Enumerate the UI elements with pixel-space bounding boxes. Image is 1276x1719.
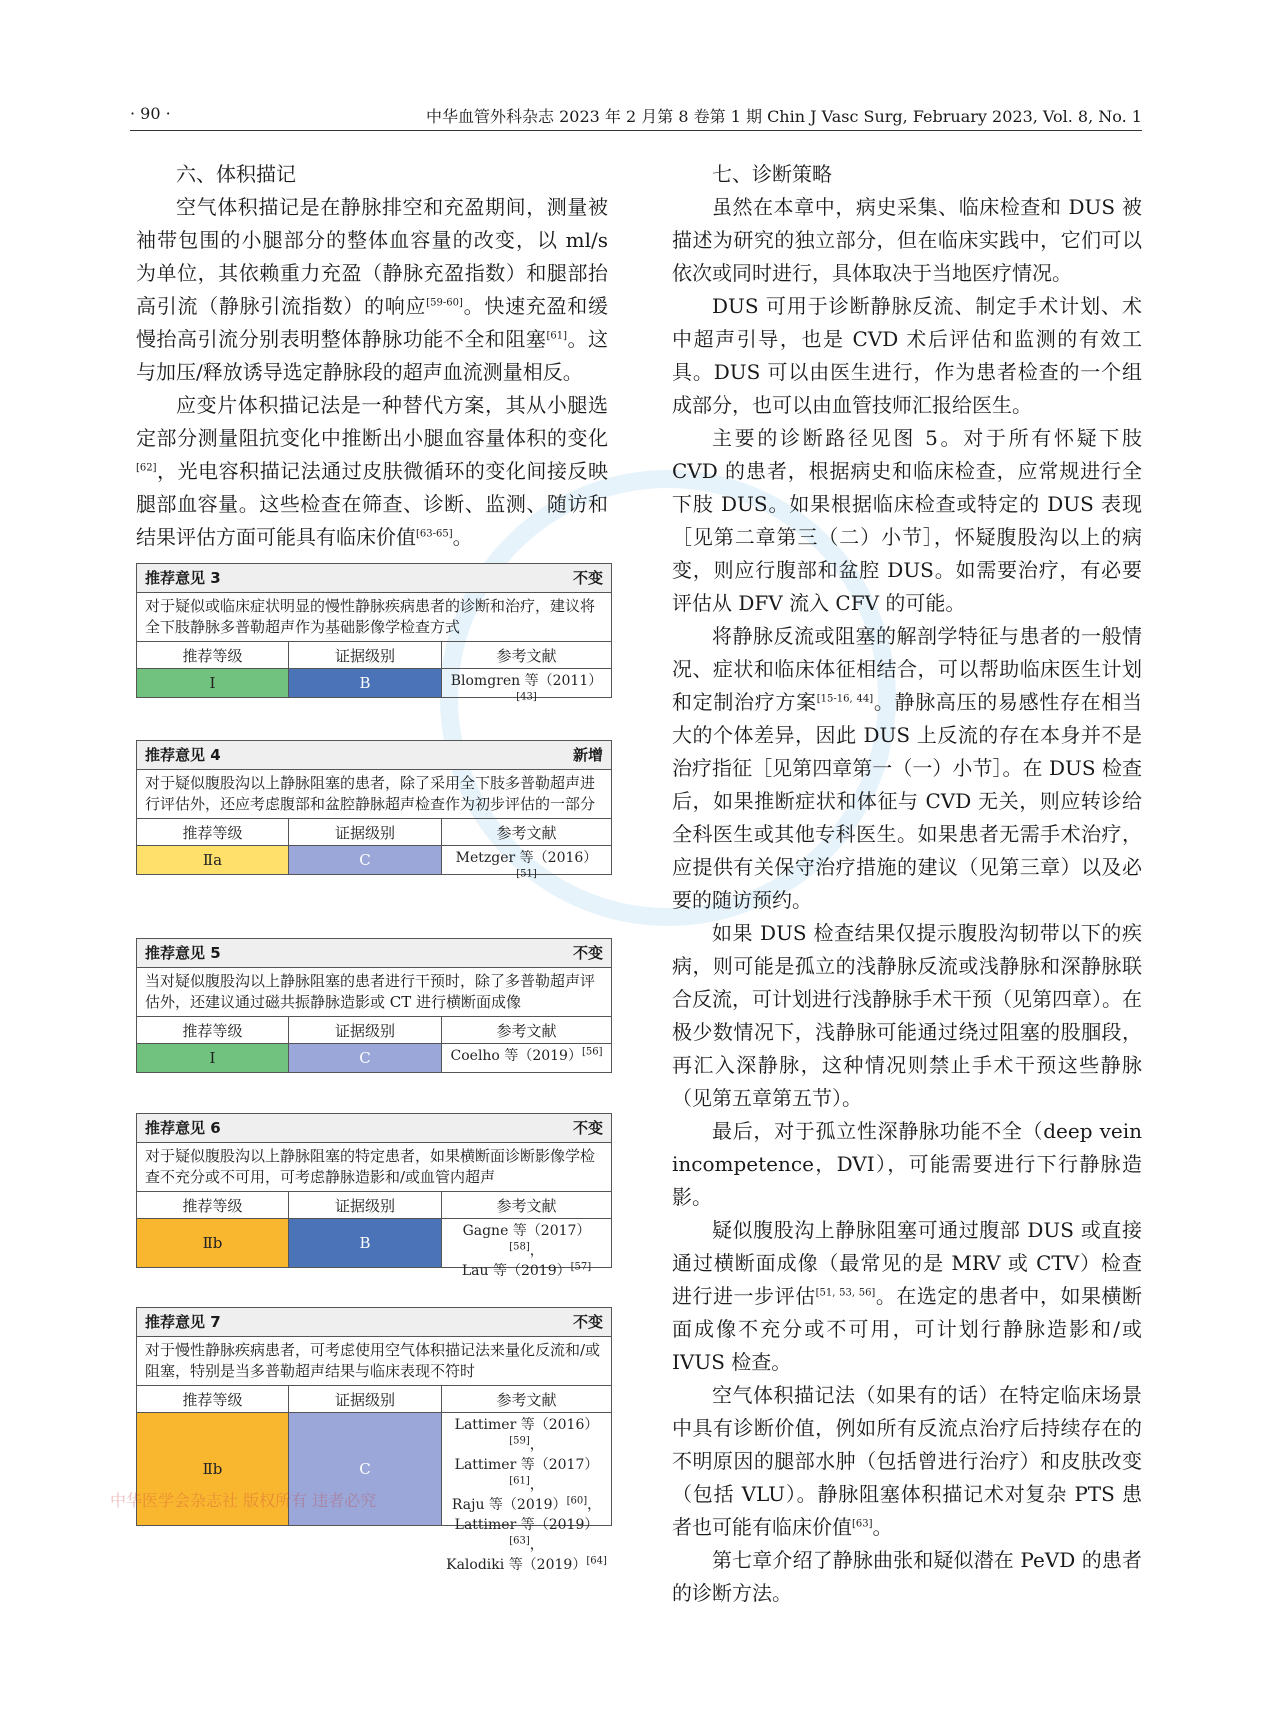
journal-info: 中华血管外科杂志 2023 年 2 月第 8 卷第 1 期 Chin J Vasc Surg, February 2023, Vol. 8, No. 1 [426, 107, 1142, 126]
rec-header: 推荐意见 7 不变 [137, 1308, 611, 1337]
rec-values [137, 1218, 611, 1279]
rec-text: 当对疑似腹股沟以上静脉阻塞的患者进行干预时，除了多普勒超声评估外，还建议通过磁共振静脉造影或 CT 进行横断面成像 [145, 972, 596, 1011]
paragraph: 疑似腹股沟上静脉阻塞可通过腹部 DUS 或直接通过横断面成像（最常见的是 MRV 或 CTV）检查进行进一步评估[51, 53, 56]。在选定的患者中，如果横断面成像不充分或不可用，可计划行静脉造影和/或 IVUS 检查。 [672, 1218, 1143, 1374]
recommendation-box-6 [136, 1113, 612, 1279]
paragraph: DUS 可用于诊断静脉反流、制定手术计划、术中超声引导，也是 CVD 术后评估和监测的有效工具。DUS 可以由医生进行，作为患者检查的一个组成部分，也可以由血管技师汇报给医生。 [672, 294, 1142, 417]
refs-cell: Gagne 等（2017）[58]， Lau 等（2019）[57] [461, 1223, 592, 1279]
evidence-cell: B [289, 1219, 442, 1267]
paragraph: 如果 DUS 检查结果仅提示腹股沟韧带以下的疾病，则可能是孤立的浅静脉反流或浅静脉和深静脉联合反流，可计划进行浅静脉手术干预（见第四章）。在极少数情况下，浅静脉可能通过绕过阻塞的股腘段，再汇入深静脉，这种情况则禁止手术干预这些静脉（见第五章第五节）。 [672, 921, 1142, 1110]
rec-labels: 推荐等级 证据级别 参考文献 [137, 818, 611, 845]
rec-labels: 推荐等级 证据级别 参考文献 [137, 641, 611, 668]
refs-cell: Blomgren 等（2011）[43] [450, 673, 603, 703]
grade-cell: Ⅱb [137, 1219, 289, 1267]
left-column [136, 158, 608, 554]
rec-values [137, 1043, 611, 1072]
paragraph: 应变片体积描记法是一种替代方案，其从小腿选定部分测量阻抗变化中推断出小腿血容量体积的变化[62]，光电容积描记法通过皮肤微循环的变化间接反映腿部血容量。这些检查在筛查、诊断、监测、随访和结果评估方面可能具有临床价值[63-65]。 [136, 393, 608, 549]
paragraph: 最后，对于孤立性深静脉功能不全（deep vein incompetence，DVI），可能需要进行下行静脉造影。 [672, 1119, 1142, 1209]
grade-cell: Ⅱa [137, 846, 289, 874]
rec-values [137, 845, 611, 880]
refs-cell: Coelho 等（2019）[56] [450, 1046, 603, 1064]
rec-header: 推荐意见 6 不变 [137, 1114, 611, 1143]
rec-text: 对于疑似腹股沟以上静脉阻塞的患者，除了采用全下肢多普勒超声进行评估外，还应考虑腹部和盆腔静脉超声检查作为初步评估的一部分 [145, 774, 596, 813]
recommendation-box-5 [136, 938, 612, 1073]
grade-cell: Ⅰ [137, 1044, 289, 1072]
section-title-7: 七、诊断策略 [712, 162, 832, 186]
evidence-cell: C [289, 1044, 442, 1072]
publisher-watermark: 中华医学会杂志社 版权所有 违者必究 [110, 1491, 377, 1510]
refs-cell: Metzger 等（2016）[51] [455, 850, 598, 880]
page-header [130, 100, 1142, 131]
evidence-cell: C [289, 846, 442, 874]
grade-cell: Ⅱb [137, 1413, 289, 1525]
rec-text: 对于疑似或临床症状明显的慢性静脉疾病患者的诊断和治疗，建议将全下肢静脉多普勒超声作为基础影像学检查方式 [145, 597, 596, 636]
rec-labels: 推荐等级 证据级别 参考文献 [137, 1191, 611, 1218]
right-column [672, 158, 1142, 1610]
grade-cell: Ⅰ [137, 669, 289, 697]
rec-text: 对于疑似腹股沟以上静脉阻塞的特定患者，如果横断面诊断影像学检查不充分或不可用，可考虑静脉造影和/或血管内超声 [145, 1147, 596, 1186]
rec-header: 推荐意见 3 不变 [137, 564, 611, 593]
recommendation-box-4 [136, 740, 612, 880]
rec-text: 对于慢性静脉疾病患者，可考虑使用空气体积描记法来量化反流和/或阻塞，特别是当多普勒超声结果与临床表现不符时 [145, 1341, 601, 1380]
rec-labels: 推荐等级 证据级别 参考文献 [137, 1016, 611, 1043]
evidence-cell: C [289, 1413, 442, 1525]
rec-values [137, 668, 611, 703]
rec-header: 推荐意见 5 不变 [137, 939, 611, 968]
refs-cell: Lattimer 等（2016）[59]， Lattimer 等（2017）[61]， Raju 等（2019）[60]， Lattimer 等（2019）[63]， Kalodiki 等（2019）[64] [446, 1417, 607, 1573]
paragraph: 将静脉反流或阻塞的解剖学特征与患者的一般情况、症状和临床体征相结合，可以帮助临床医生计划和定制治疗方案[15-16, 44]。静脉高压的易感性存在相当大的个体差异，因此 DUS 上反流的存在本身并不是治疗指征［见第四章第一（一）小节］。在 DUS 检查后，如果推断症状和体征与 CVD 无关，则应转诊给全科医生或其他专科医生。如果患者无需手术治疗，应提供有关保守治疗措施的建议（见第三章）以及必要的随访预约。 [672, 624, 1143, 912]
page-number: · 90 · [130, 104, 171, 123]
rec-labels: 推荐等级 证据级别 参考文献 [137, 1385, 611, 1412]
recommendation-box-3 [136, 563, 612, 703]
rec-header: 推荐意见 4 新增 [137, 741, 611, 770]
paragraph: 空气体积描记法（如果有的话）在特定临床场景中具有诊断价值，例如所有反流点治疗后持续存在的不明原因的腿部水肿（包括曾进行治疗）和皮肤改变（包括 VLU）。静脉阻塞体积描记术对复杂 PTS 患者也可能有临床价值[63]。 [672, 1383, 1142, 1539]
paragraph: 第七章介绍了静脉曲张和疑似潜在 PeVD 的患者的诊断方法。 [672, 1548, 1142, 1605]
section-title-6: 六、体积描记 [176, 162, 296, 186]
paragraph: 空气体积描记是在静脉排空和充盈期间，测量被袖带包围的小腿部分的整体血容量的改变，以 ml/s 为单位，其依赖重力充盈（静脉充盈指数）和腿部抬高引流（静脉引流指数）的响应[59-60]。快速充盈和缓慢抬高引流分别表明整体静脉功能不全和阻塞[61]。这与加压/释放诱导选定静脉段的超声血流测量相反。 [136, 195, 609, 384]
paragraph: 主要的诊断路径见图 5。对于所有怀疑下肢 CVD 的患者，根据病史和临床检查，应常规进行全下肢 DUS。如果根据临床检查或特定的 DUS 表现［见第二章第三（二）小节］，怀疑腹股沟以上的病变，则应行腹部和盆腔 DUS。如需要治疗，有必要评估从 DFV 流入 CFV 的可能。 [672, 426, 1142, 615]
paragraph: 虽然在本章中，病史采集、临床检查和 DUS 被描述为研究的独立部分，但在临床实践中，它们可以依次或同时进行，具体取决于当地医疗情况。 [672, 195, 1142, 285]
evidence-cell: B [289, 669, 442, 697]
